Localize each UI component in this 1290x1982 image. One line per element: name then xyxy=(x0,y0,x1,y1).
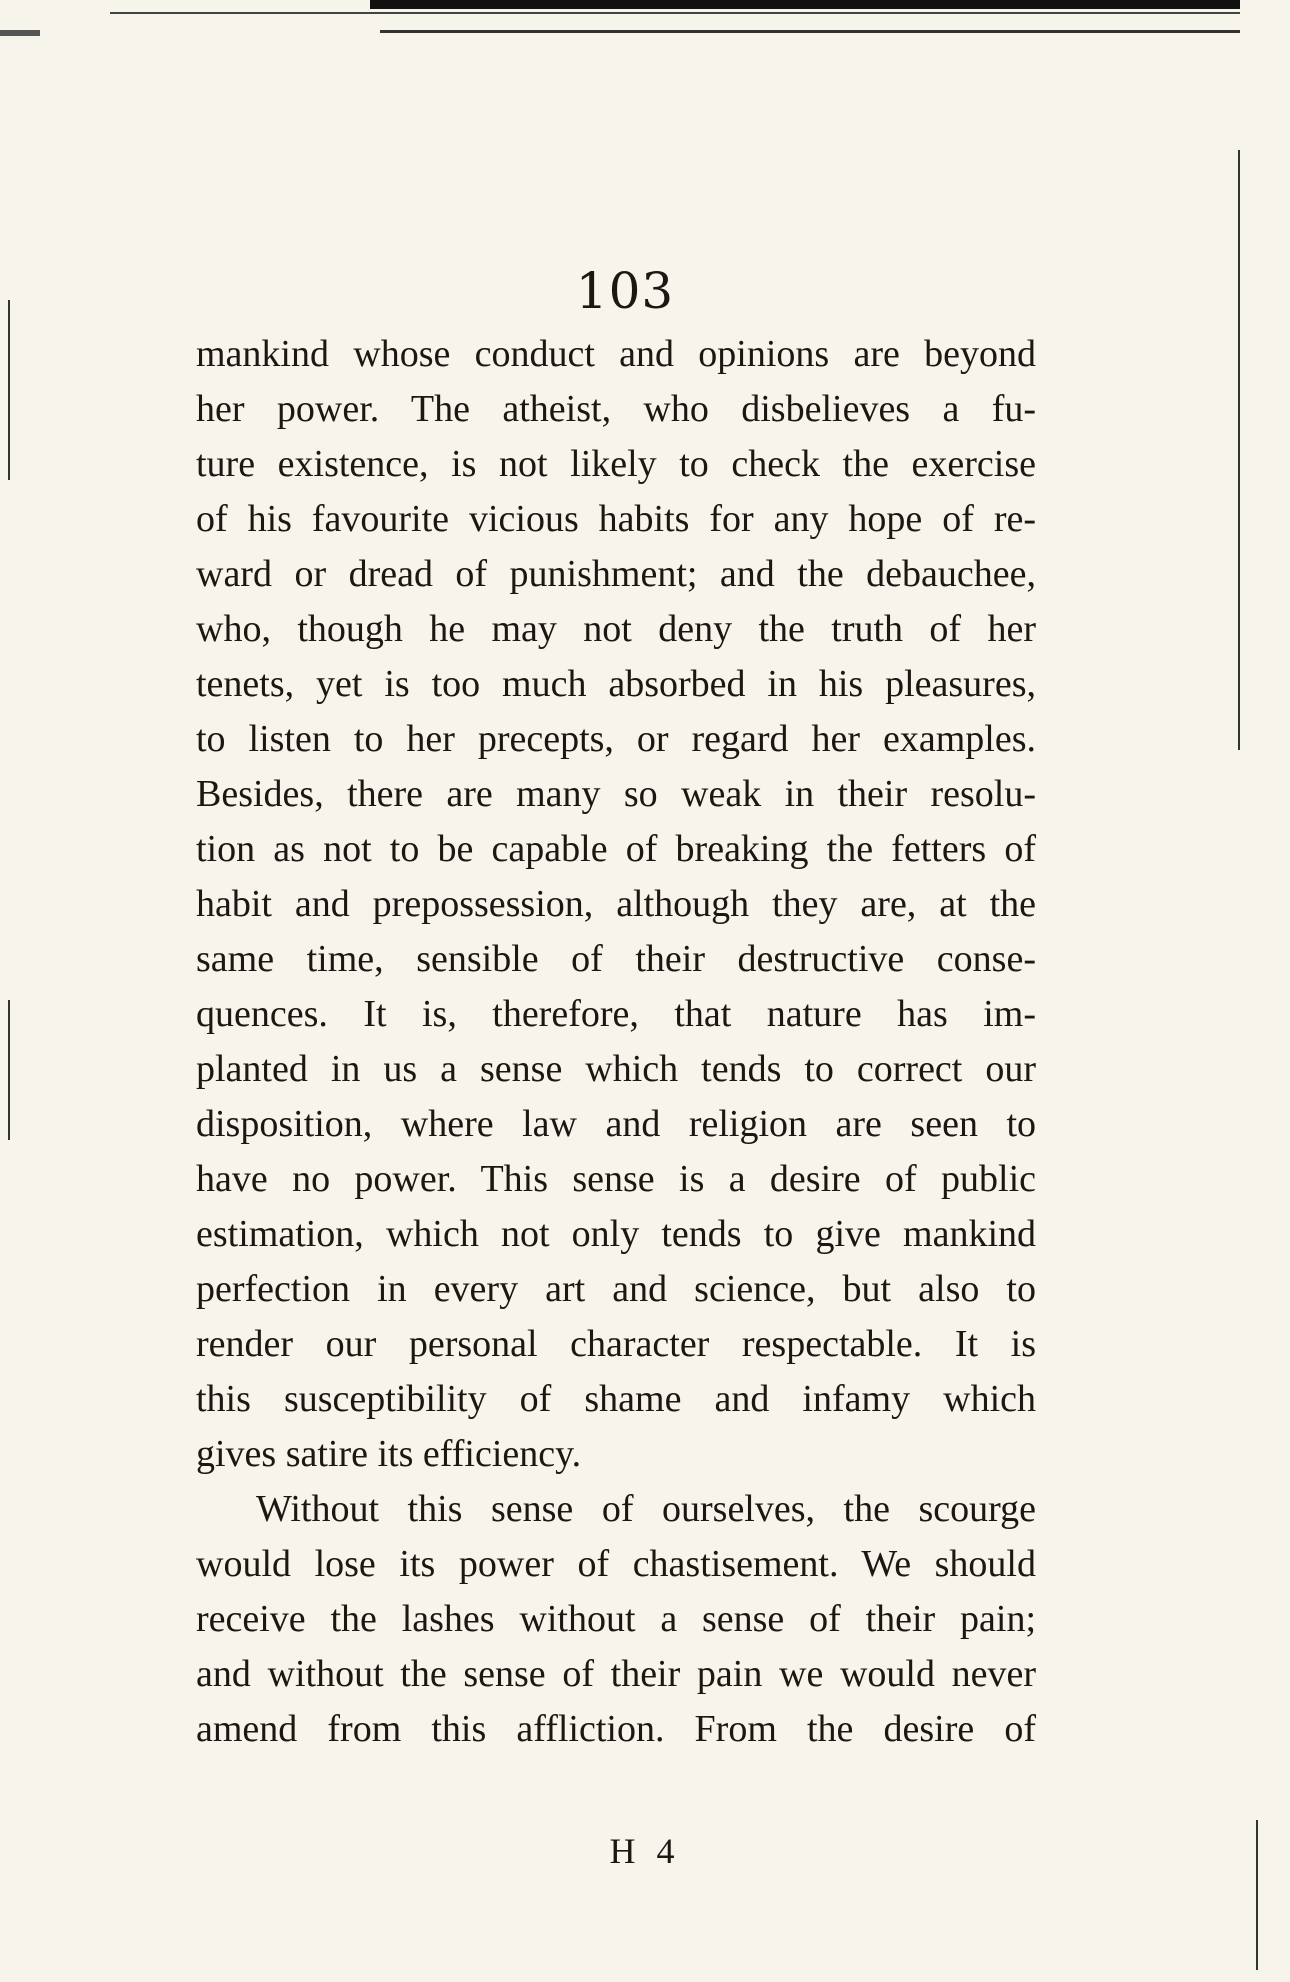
text-line: and without the sense of their pain we would never xyxy=(196,1653,1036,1695)
text-line: receive the lashes without a sense of their pain; xyxy=(196,1598,1036,1640)
top-border-rule xyxy=(370,0,1240,9)
text-line: to listen to her precepts, or regard her examples. xyxy=(196,718,1036,760)
text-line: disposition, where law and religion are seen to xyxy=(196,1103,1036,1145)
text-line: would lose its power of chastisement. We should xyxy=(196,1543,1036,1585)
text-line: have no power. This sense is a desire of public xyxy=(196,1158,1036,1200)
text-line: of his favourite vicious habits for any hope of re- xyxy=(196,498,1036,540)
text-line: tenets, yet is too much absorbed in his pleasures, xyxy=(196,663,1036,705)
text-line: this susceptibility of shame and infamy which xyxy=(196,1378,1036,1420)
top-border-thin-rule xyxy=(110,12,1240,14)
text-line-paragraph-start: Without this sense of ourselves, the scourge xyxy=(256,1488,1036,1530)
text-line: Besides, there are many so weak in their resolu- xyxy=(196,773,1036,815)
left-edge-line-lower xyxy=(8,1000,10,1140)
signature-mark: H 4 xyxy=(609,1831,681,1871)
page-number: 103 xyxy=(575,262,675,320)
text-line: who, though he may not deny the truth of her xyxy=(196,608,1036,650)
text-line: her power. The atheist, who disbelieves a fu- xyxy=(196,388,1036,430)
text-line: same time, sensible of their destructive conse- xyxy=(196,938,1036,980)
text-line-paragraph-end: gives satire its efficiency. xyxy=(196,1433,582,1475)
text-line: ward or dread of punishment; and the debauchee, xyxy=(196,553,1036,595)
text-line: planted in us a sense which tends to correct our xyxy=(196,1048,1036,1090)
left-edge-line xyxy=(8,300,10,480)
top-border-second-rule xyxy=(380,30,1240,33)
text-line: render our personal character respectable. It is xyxy=(196,1323,1036,1365)
text-line: habit and prepossession, although they are, at the xyxy=(196,883,1036,925)
text-line: quences. It is, therefore, that nature has im- xyxy=(196,993,1036,1035)
corner-mark xyxy=(0,30,40,36)
text-line: mankind whose conduct and opinions are beyond xyxy=(196,333,1036,375)
right-edge-line xyxy=(1238,150,1240,750)
text-line: amend from this affliction. From the desire of xyxy=(196,1708,1036,1750)
text-line: perfection in every art and science, but also to xyxy=(196,1268,1036,1310)
text-line: ture existence, is not likely to check the exercise xyxy=(196,443,1036,485)
text-line: estimation, which not only tends to give mankind xyxy=(196,1213,1036,1255)
text-line: tion as not to be capable of breaking the fetters of xyxy=(196,828,1036,870)
body-text xyxy=(196,327,1036,1757)
